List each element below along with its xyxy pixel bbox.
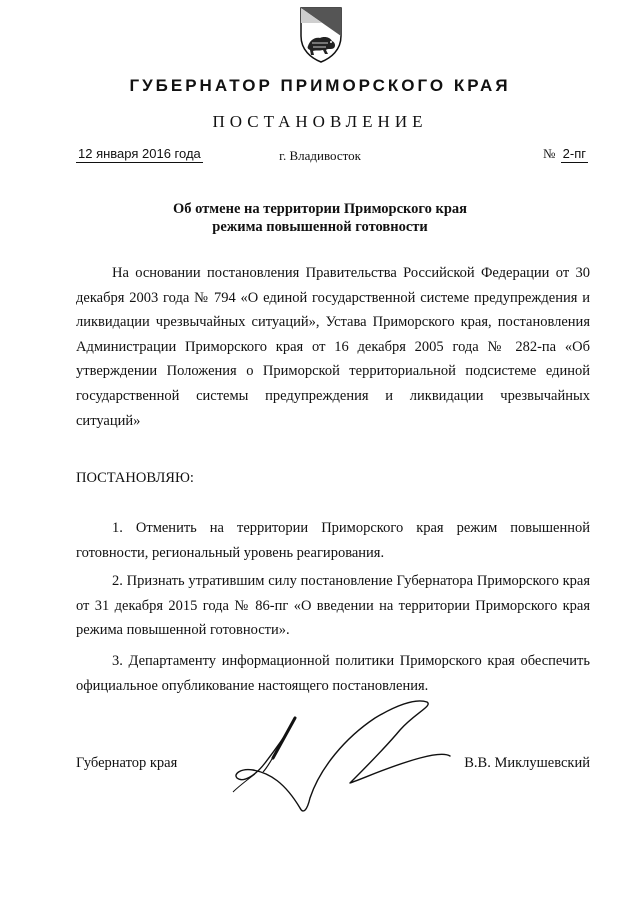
document-city: г. Владивосток [279, 148, 361, 163]
resolution-item-1: 1. Отменить на территории Приморского края режим повышенной готовности, региональный уровень реагирования. [76, 520, 590, 561]
title-line-2: режима повышенной готовности [212, 219, 428, 235]
resolution-item-2: 2. Признать утратившим силу постановление Губернатора Приморского края от 31 декабря 2015 года № 86-пг «О введении на территории Приморского края режима повышенной готовности». [76, 573, 590, 639]
resolve-heading: ПОСТАНОВЛЯЮ: [76, 470, 194, 486]
title-line-1: Об отмене на территории Приморского края [172, 201, 468, 217]
number-value: 2-пг [562, 146, 586, 161]
coat-of-arms-icon [298, 6, 344, 64]
resolution-item-3: 3. Департаменту информационной политики Приморского края обеспечить официальное опубликование настоящего постановления. [76, 653, 590, 694]
document-title [0, 200, 640, 236]
signatory-position: Губернатор края [76, 755, 178, 771]
signatory-name: В.В. Миклушевский [464, 755, 590, 771]
document-number [543, 146, 588, 162]
preamble-paragraph: На основании постановления Правительства Российской Федерации от 30 декабря 2003 года № 794 «О единой государственной системе предупреждения и ликвидации чрезвычайных ситуаций», Устава Приморского края, постановления Администрации Приморского края от 16 декабря 2005 года № 282-па «Об утверждении Положения о Приморской территориальной подсистеме единой государственной системы предупреждения и ликвидации чрезвычайных ситуаций» [76, 265, 590, 429]
issuing-authority: ГУБЕРНАТОР ПРИМОРСКОГО КРАЯ [129, 76, 511, 95]
document-date: 12 января 2016 года [78, 146, 201, 161]
document-type: ПОСТАНОВЛЕНИЕ [212, 112, 428, 131]
signature-image [215, 688, 465, 823]
number-prefix: № [543, 146, 556, 161]
